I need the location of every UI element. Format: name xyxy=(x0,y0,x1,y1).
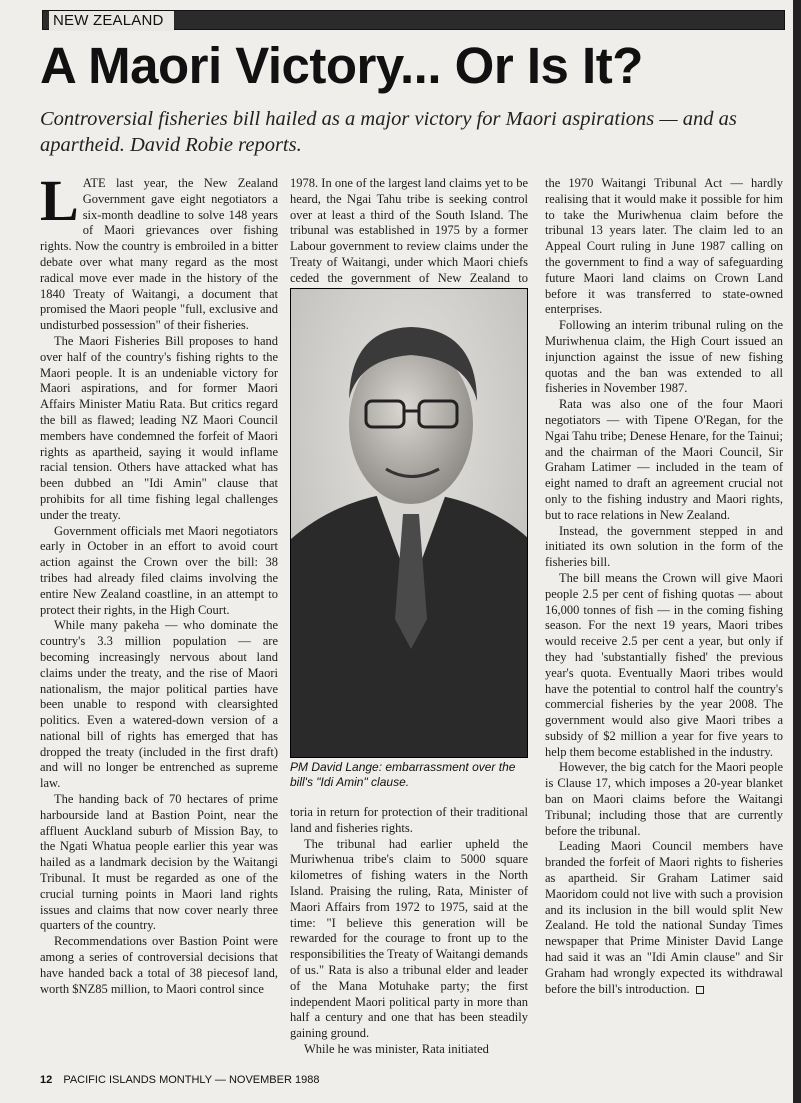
page-number: 12 xyxy=(40,1074,53,1086)
col2-bottom-para-0: toria in return for protection of their traditional land and fisheries rights. xyxy=(290,805,528,835)
publication-line: PACIFIC ISLANDS MONTHLY — NOVEMBER 1988 xyxy=(63,1074,320,1086)
section-bar xyxy=(42,10,785,30)
lead-paragraph xyxy=(40,168,278,334)
photo-caption: PM David Lange: embarrassment over the bill's "Idi Amin" clause. xyxy=(290,760,516,789)
photo-david-lange xyxy=(290,288,528,758)
portrait-illustration xyxy=(291,289,528,758)
col1-para-1: The Maori Fisheries Bill proposes to hand over half of the country's fishing rights to the Maori people. It is an undeniable victory for Maori aspirations, and for former Maori Affairs Minister Matiu Rata. But critics regard the bill as flawed; leading NZ Maori Council members have condemned the forfeit of Maori rights as apartheid, saying it would inflame racial tension. Others have attacked what has been dubbed an "Idi Amin" clause that prohibits for all time fishing legal challenges under the treaty. xyxy=(40,333,278,522)
col3-para-4: The bill means the Crown will give Maori people 2.5 per cent of fishing quotas — about 16,000 tonnes of fish — in the coming fishing season. For the next 19 years, Maori tribes would receive 2.5 per cent a year, but only if they had 'substantially fished' the previous year's quota. Eventually Maori tribes would have the potential to control half the country's commercial fisheries by the year 2008. The government would also give Maori tribes a subsidy of $2 million a year for five years to help them become established in the industry. xyxy=(545,570,783,759)
col3-para-2: Rata was also one of the four Maori negotiators — with Tipene O'Regan, for the Ngai Tahu tribe; Denese Henare, for the Tainui; and the chairman of the Maori Council, Sir Graham Latimer — included in the team of eight named to draft an agreement crucial not only to the fishing industry and Maori rights, but to race relations in New Zealand. xyxy=(545,397,783,522)
col1-para-3: While many pakeha — who dominate the country's 3.3 million population — are becoming increasingly nervous about land claims under the treaty, and the rise of Maori nationalism, the major political parties have been unable to respond with clearsighted politics. Even a watered-down version of a national bill of rights has emerged that has dropped the treaty (included in the first draft) and will no longer be entrenched as supreme law. xyxy=(40,618,278,791)
section-label: NEW ZEALAND xyxy=(49,11,174,31)
col2-bottom-para-2: While he was minister, Rata initiated xyxy=(304,1041,489,1056)
column-2-top xyxy=(290,176,528,302)
page-footer xyxy=(40,1074,319,1086)
col3-para-0: the 1970 Waitangi Tribunal Act — hardly realising that it would make it possible for him to take the Muriwhenua claim before the tribunal 13 years later. The claim led to an Appeal Court ruling in June 1987 calling on the government to find a way of safeguarding future Maori land claims on Crown Land before it was transferred to state-owned enterprises. xyxy=(545,176,783,317)
col3-para-1: Following an interim tribunal ruling on the Muriwhenua claim, the High Court issued an injunction against the issue of new fishing quotas and the ban was extended to all fisheries in November 1987. xyxy=(545,318,783,396)
col3-para-6 xyxy=(545,839,783,997)
headline: A Maori Victory... Or Is It? xyxy=(40,37,643,94)
column-3 xyxy=(545,176,783,997)
page-edge-shadow xyxy=(793,0,801,1103)
col1-para-5: Recommendations over Bastion Point were among a series of controversial decisions that have handed back a total of 38 piecesof land, worth $NZ85 million, to Maori control since xyxy=(40,934,278,996)
column-2-bottom xyxy=(290,805,528,1058)
col3-para-6-text: Leading Maori Council members have branded the forfeit of Maori rights to fisheries as apartheid. Sir Graham Latimer said Maoridom could not live with such a provision and its inclusion in the bill would split New Zealand. He told the national Sunday Times newspaper that Prime Minister David Lange had said it was an "Idi Amin clause" and Sir Graham had wrongly expected its withdrawal before the bill's introduction. xyxy=(545,839,783,996)
col1-para-2: Government officials met Maori negotiators early in October in an effort to avoid court action against the Crown over the bill: 38 tribes had already filed claims involving the entire New Zealand coastline, in an attempt to protect their rights, in the High Court. xyxy=(40,523,278,617)
drop-cap: L xyxy=(40,168,79,233)
col3-para-5: However, the big catch for the Maori people is Clause 17, which imposes a 20-year blanket ban on Maori claims before the Waitangi Tribunal; including those that are currently before the tribunal. xyxy=(545,760,783,838)
col1-para-0: ATE last year, the New Zealand Government gave eight negotiators a six-month deadline to solve 148 years of Maori grievances over fishing rights. Now the country is embroiled in a bitter debate over what many regard as the most radical move ever made in the history of the 1840 Treaty of Waitangi, a document that promised the Maori people "full, exclusive and undisturbed possession" of their fisheries. xyxy=(40,176,278,333)
column-1 xyxy=(40,168,278,997)
col1-para-4: The handing back of 70 hectares of prime harbourside land at Bastion Point, near the affluent Auckland suburb of Mission Bay, to the Ngati Whatua people earlier this year was hailed as a landmark decision by the Waitangi Tribunal. It must be regarded as one of the crucial turning points in Maori land rights issues and claims that now cover nearly three quarters of the country. xyxy=(40,792,278,933)
standfirst: Controversial fisheries bill hailed as a major victory for Maori aspirations — and as apartheid. David Robie reports. xyxy=(40,108,737,156)
col3-para-3: Instead, the government stepped in and initiated its own solution in the form of the fisheries bill. xyxy=(545,523,783,570)
col2-bottom-para-1: The tribunal had earlier upheld the Muriwhenua tribe's claim to 5000 square kilometres of fishing waters in the North Island. Praising the ruling, Rata, Minister of Maori Affairs from 1972 to 1975, said at the time: "I believe this generation will be rewarded for the courage to front up to the responsibilities the Treaty of Waitangi demands of us." Rata is also a tribunal elder and leader of the Mana Motuhake party; the first independent Maori political party in more than half a century and one that has been steadily gaining ground. xyxy=(290,836,528,1041)
end-mark-icon xyxy=(696,986,704,994)
col2-para-0: 1978. In one of the largest land claims yet to be heard, the Ngai Tahu tribe is seeking control over at least a third of the South Island. The tribunal was established in 1975 by a former Labour government to review claims under the Treaty of Waitangi, under which Maori chiefs ceded the government of New Zealand to xyxy=(290,176,528,285)
